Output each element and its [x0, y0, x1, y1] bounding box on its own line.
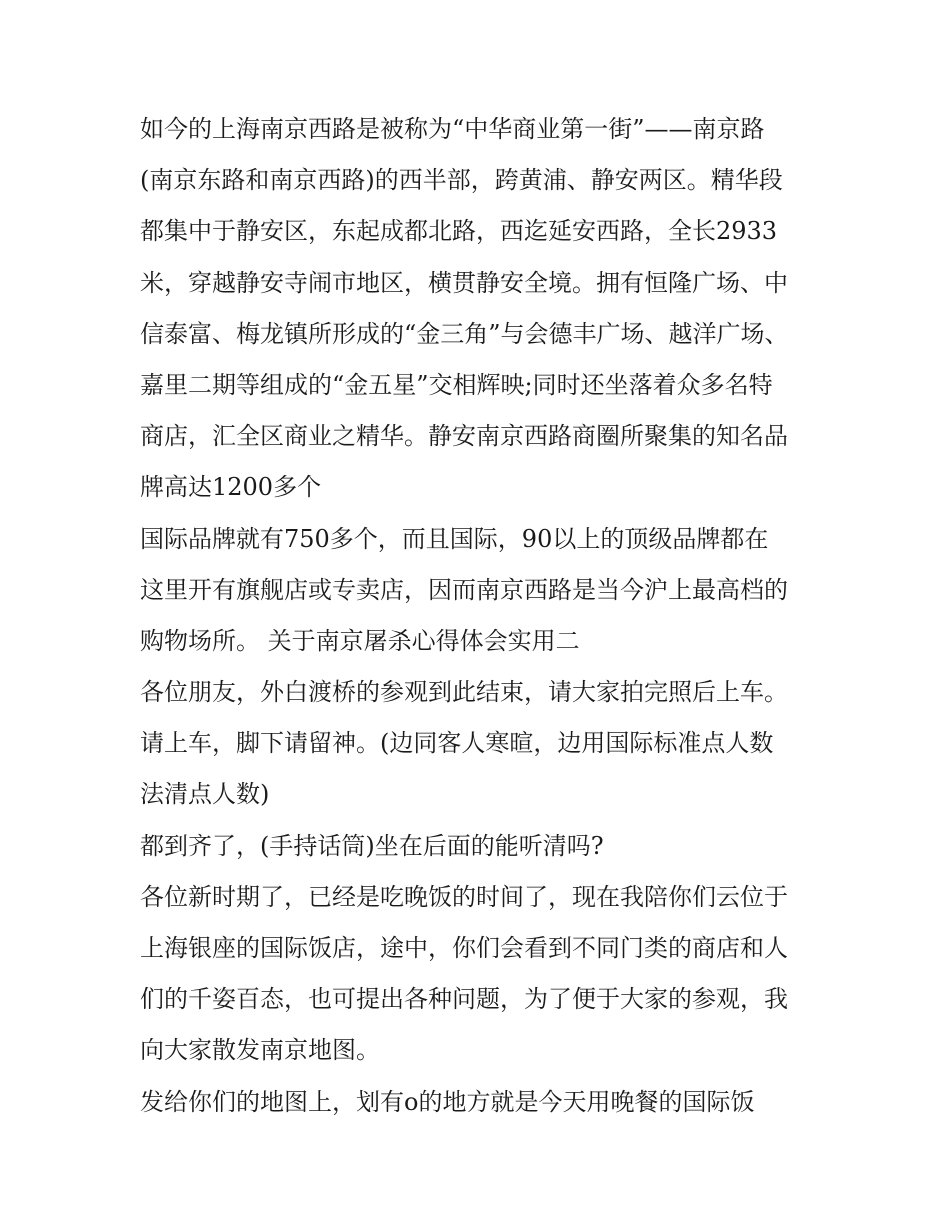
text-line: 商店，汇全区商业之精华。静安南京西路商圈所聚集的知名品 — [140, 422, 788, 451]
text-line: (南京东路和南京西路)的西半部，跨黄浦、静安两区。精华段 — [140, 166, 783, 195]
text-line: 嘉里二期等组成的“金五星”交相辉映;同时还坐落着众多名特 — [140, 370, 773, 399]
text-line: 牌高达1200多个 — [140, 473, 322, 502]
text-line: 向大家散发南京地图。 — [140, 1036, 380, 1065]
text-line: 发给你们的地图上，划有o的地方就是今天用晚餐的国际饭 — [140, 1087, 755, 1116]
text-line: 上海银座的国际饭店，途中，你们会看到不同门类的商店和人 — [140, 934, 788, 962]
text-line: 们的千姿百态，也可提出各种问题，为了便于大家的参观，我 — [140, 985, 788, 1014]
text-line: 米，穿越静安寺闹市地区，横贯静安全境。拥有恒隆广场、中 — [140, 268, 788, 297]
text-line: 信泰富、梅龙镇所形成的“金三角”与会德丰广场、越洋广场、 — [140, 319, 789, 348]
text-line: 这里开有旗舰店或专卖店，因而南京西路是当今沪上最高档的 — [140, 575, 788, 604]
text-line: 如今的上海南京西路是被称为“中华商业第一街”——南京路 — [140, 115, 765, 143]
text-line: 国际品牌就有750多个，而且国际，90以上的顶级品牌都在 — [140, 524, 769, 553]
text-line: 法清点人数) — [140, 780, 270, 809]
text-line: 各位朋友，外白渡桥的参观到此结束，请大家拍完照后上车。 — [140, 678, 788, 707]
text-line: 请上车，脚下请留神。(边同客人寒暄，边用国际标准点人数 — [140, 729, 774, 758]
text-line: 都集中于静安区，东起成都北路，西迄延安西路，全长2933 — [140, 217, 778, 246]
body-text — [140, 104, 820, 1128]
text-line: 购物场所。 关于南京屠杀心得体会实用二 — [140, 626, 580, 655]
text-line: 各位新时期了，已经是吃晚饭的时间了，现在我陪你们云位于 — [140, 882, 788, 911]
text-line: 都到齐了，(手持话筒)坐在后面的能听清吗? — [140, 831, 604, 860]
